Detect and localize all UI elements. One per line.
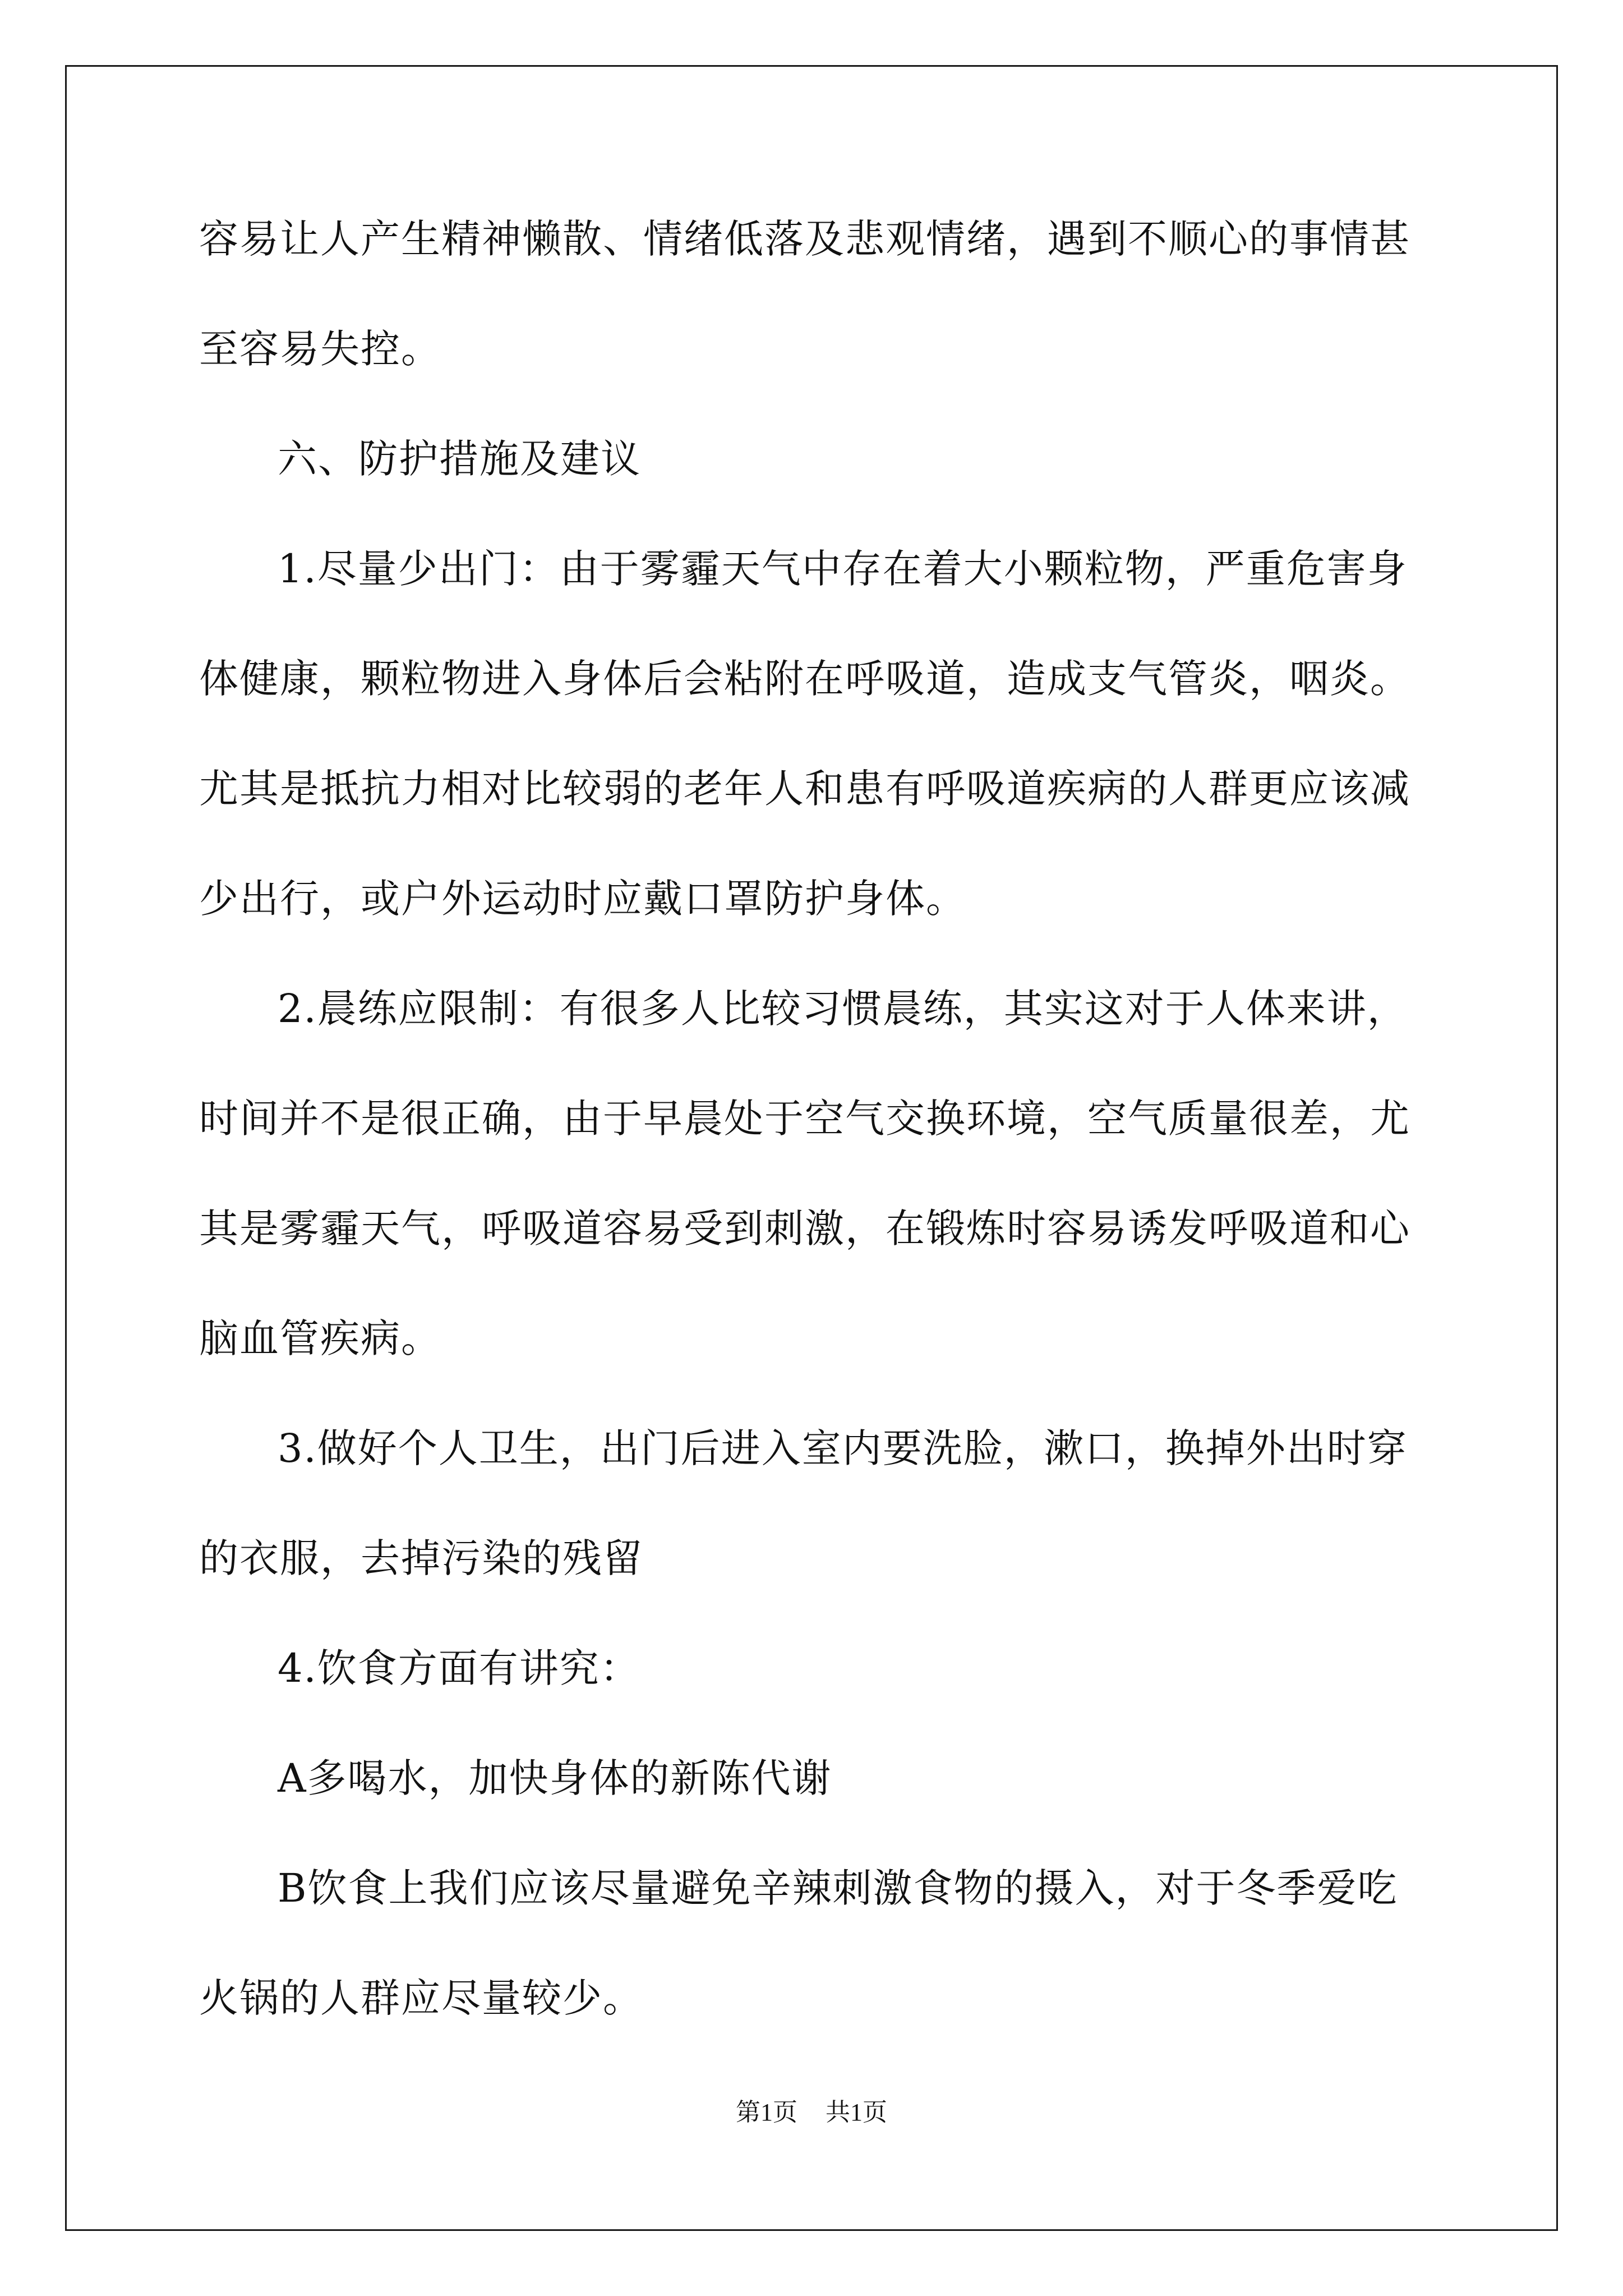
page-number: 第1页 xyxy=(736,2099,797,2126)
text-line: 脑血管疾病。 xyxy=(199,1315,441,1361)
text-line: 4.饮食方面有讲究： xyxy=(278,1645,640,1691)
page-total: 共1页 xyxy=(826,2099,887,2126)
page-footer xyxy=(0,2097,1623,2128)
text-line: 少出行，或户外运动时应戴口罩防护身体。 xyxy=(199,876,966,922)
text-line: 火锅的人群应尽量较少。 xyxy=(199,1975,643,2021)
text-line: 容易让人产生精神懒散、情绪低落及悲观情绪，遇到不顺心的事情甚 xyxy=(199,216,1410,262)
text-line: B饮食上我们应该尽量避免辛辣刺激食物的摄入，对于冬季爱吃 xyxy=(278,1865,1398,1911)
text-line: 2.晨练应限制：有很多人比较习惯晨练，其实这对于人体来讲， xyxy=(278,986,1408,1032)
text-line: 的衣服，去掉污染的残留 xyxy=(199,1535,643,1581)
text-line: 体健康，颗粒物进入身体后会粘附在呼吸道，造成支气管炎，咽炎。 xyxy=(199,656,1410,702)
document-body xyxy=(199,212,1433,2081)
text-line: 时间并不是很正确，由于早晨处于空气交换环境，空气质量很差，尤 xyxy=(199,1096,1410,1142)
section-heading: 六、防护措施及建议 xyxy=(278,436,641,482)
text-line: 其是雾霾天气，呼吸道容易受到刺激，在锻炼时容易诱发呼吸道和心 xyxy=(199,1205,1410,1251)
text-line: 尤其是抵抗力相对比较弱的老年人和患有呼吸道疾病的人群更应该减 xyxy=(199,766,1410,812)
text-line: 1.尽量少出门：由于雾霾天气中存在着大小颗粒物，严重危害身 xyxy=(278,546,1408,592)
text-line: 3.做好个人卫生，出门后进入室内要洗脸，漱口，换掉外出时穿 xyxy=(278,1425,1408,1471)
text-line: A多喝水，加快身体的新陈代谢 xyxy=(278,1755,832,1801)
text-line: 至容易失控。 xyxy=(199,326,441,372)
